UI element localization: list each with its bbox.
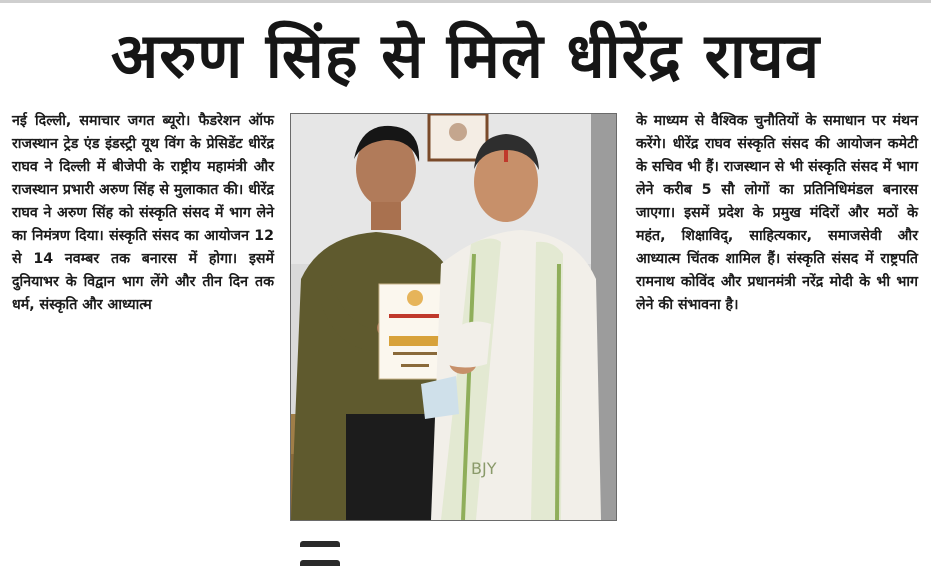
news-photo bbox=[290, 113, 617, 521]
left-body-text: फैडरेशन ऑफ राजस्थान ट्रेड एंड इंडस्ट्री यूथ विंग के प्रेसिडेंट धीरेंद्र राघव ने दिल्ली में बीजेपी के राष्ट्रीय महामंत्री और राजस्थान प्रभारी अरुण सिंह से मुलाकात की। धीरेंद्र राघव ने अरुण सिंह को संस्कृति संसद में भाग लेने का निमंत्रण दिया। संस्कृति संसद का आयोजन 12 से 14 नवम्बर तक बनारस में होगा। इसमें दुनियाभर के विद्वान भाग लेंगे और तीन दिन तक धर्म, संस्कृति और आध्यात्म bbox=[12, 113, 274, 313]
article-column-right bbox=[636, 110, 918, 317]
card-banner bbox=[389, 336, 441, 346]
card-text-line bbox=[393, 352, 437, 355]
headline: अरुण सिंह से मिले धीरेंद्र राघव bbox=[110, 19, 821, 92]
man-left-trousers bbox=[346, 414, 436, 520]
man-left-neck bbox=[371, 202, 401, 230]
top-rule bbox=[0, 0, 931, 3]
tilak-mark bbox=[504, 150, 508, 162]
photo-illustration bbox=[291, 114, 616, 520]
stole-text: BJY bbox=[471, 459, 497, 478]
left-paragraph bbox=[12, 110, 274, 317]
fragment-left bbox=[300, 541, 340, 547]
article-column-left bbox=[12, 110, 274, 317]
card-emblem bbox=[407, 290, 423, 306]
fragment-right bbox=[300, 560, 340, 566]
wall-frame-portrait bbox=[449, 123, 467, 141]
card-title-line bbox=[389, 314, 441, 318]
card-text-line-2 bbox=[401, 364, 429, 367]
dateline: नई दिल्ली, समाचार जगत ब्यूरो। bbox=[12, 113, 191, 129]
stole-border-right bbox=[557, 264, 559, 520]
right-paragraph: के माध्यम से वैश्विक चुनौतियों के समाधान पर मंथन करेंगे। धीरेंद्र राघव संस्कृति संसद की आयोजन कमेटी के सचिव भी हैं। राजस्थान से भी संस्कृति संसद में भाग लेने करीब 5 सौ लोगों का प्रतिनिधिमंडल बनारस जाएगा। इसमें प्रदेश के प्रमुख मंदिरों और मठों के महंत, शिक्षाविद्, साहित्यकार, समाजसेवी और आध्यात्म चिंतक शामिल हैं। संस्कृति संसद में राष्ट्रपति रामनाथ कोविंद और प्रधानमंत्री नरेंद्र मोदी के भी भाग लेने की संभावना है। bbox=[636, 113, 918, 313]
bottom-fragments bbox=[300, 532, 530, 539]
